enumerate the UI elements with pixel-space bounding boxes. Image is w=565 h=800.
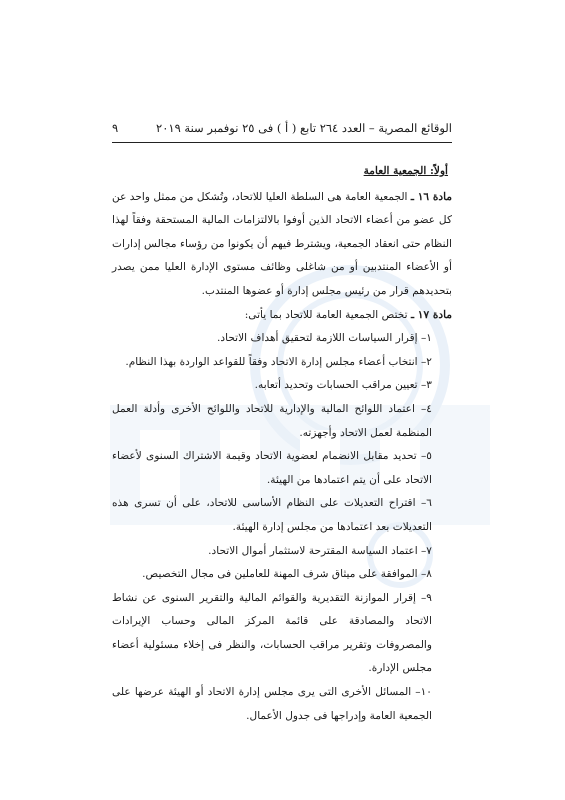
- list-item: ٧– اعتماد السياسة المقترحة لاستثمار أموال الاتحاد.: [208, 544, 432, 557]
- article-16-label: مادة ١٦ ـ: [410, 190, 453, 203]
- article-17-label: مادة ١٧ ـ: [410, 308, 452, 321]
- list-item: ٨– الموافقة على ميثاق شرف المهنة للعاملين فى مجال التخصيص.: [142, 568, 432, 581]
- list-item: ١– إقرار السياسات اللازمة لتحقيق أهداف الاتحاد.: [217, 332, 432, 345]
- article-17-intro: تختص الجمعية العامة للاتحاد بما يأتى:: [244, 308, 408, 321]
- list-item: ٥– تحديد مقابل الانضمام لعضوية الاتحاد وقيمة الاشتراك السنوى لأعضاء الاتحاد على أن يتم اعتمادها من الهيئة.: [112, 450, 432, 486]
- document-body: [112, 160, 452, 728]
- header-title: الوقائع المصرية – العدد ٢٦٤ تابع ( أ ) فى ٢٥ نوفمبر سنة ٢٠١٩: [156, 121, 452, 135]
- header-divider: [112, 142, 452, 143]
- list-item: ٢– انتخاب أعضاء مجلس إدارة الاتحاد وفقاً للقواعد الواردة بهذا النظام.: [125, 355, 432, 368]
- list-item: ٣– تعيين مراقب الحسابات وتحديد أتعابه.: [254, 379, 432, 392]
- list-item: ١٠– المسائل الأخرى التى يرى مجلس إدارة الاتحاد أو الهيئة عرضها على الجمعية العامة وإدراجها فى جدول الأعمال.: [112, 686, 432, 722]
- article-16-text: الجمعية العامة هى السلطة العليا للاتحاد، وتُشكل من ممثل واحد عن كل عضو من أعضاء الاتحاد الذين أوفوا بالالتزامات المالية المستحقة وفقاً لهذا النظام حتى انعقاد الجمعية، ويشترط فيهم أن يكونوا من رؤساء مجالس إدارات أو الأعضاء المنتدبين أو من شاغلى وظائف مستوى الإدارة العليا ممن يصدر بتحديدهم قرار من رئيس مجلس إدارة أو عضوها المنتدب.: [112, 190, 452, 297]
- list-item: ٤– اعتماد اللوائح المالية والإدارية للاتحاد واللوائح الأخرى وأدلة العمل المنظمة لعمل الاتحاد وأجهزته.: [112, 402, 432, 439]
- page-header: [112, 121, 452, 135]
- section-title: أولاً: الجمعية العامة: [363, 165, 448, 177]
- page-number: ٩: [112, 121, 119, 135]
- article-17: [112, 304, 452, 328]
- list-item: ٦– اقتراح التعديلات على النظام الأساسى للاتحاد، على أن تسرى هذه التعديلات بعد اعتمادها من مجلس إدارة الهيئة.: [112, 497, 432, 533]
- article-16: [112, 186, 452, 304]
- list-item: ٩– إقرار الموازنة التقديرية والقوائم المالية والتقرير السنوى عن نشاط الاتحاد والمصادقة على قائمة المركز المالى وحساب الإيرادات والمصروفات وتقرير مراقب الحسابات، والنظر فى إخلاء مسئولية أعضاء مجلس الإدارة.: [112, 591, 432, 675]
